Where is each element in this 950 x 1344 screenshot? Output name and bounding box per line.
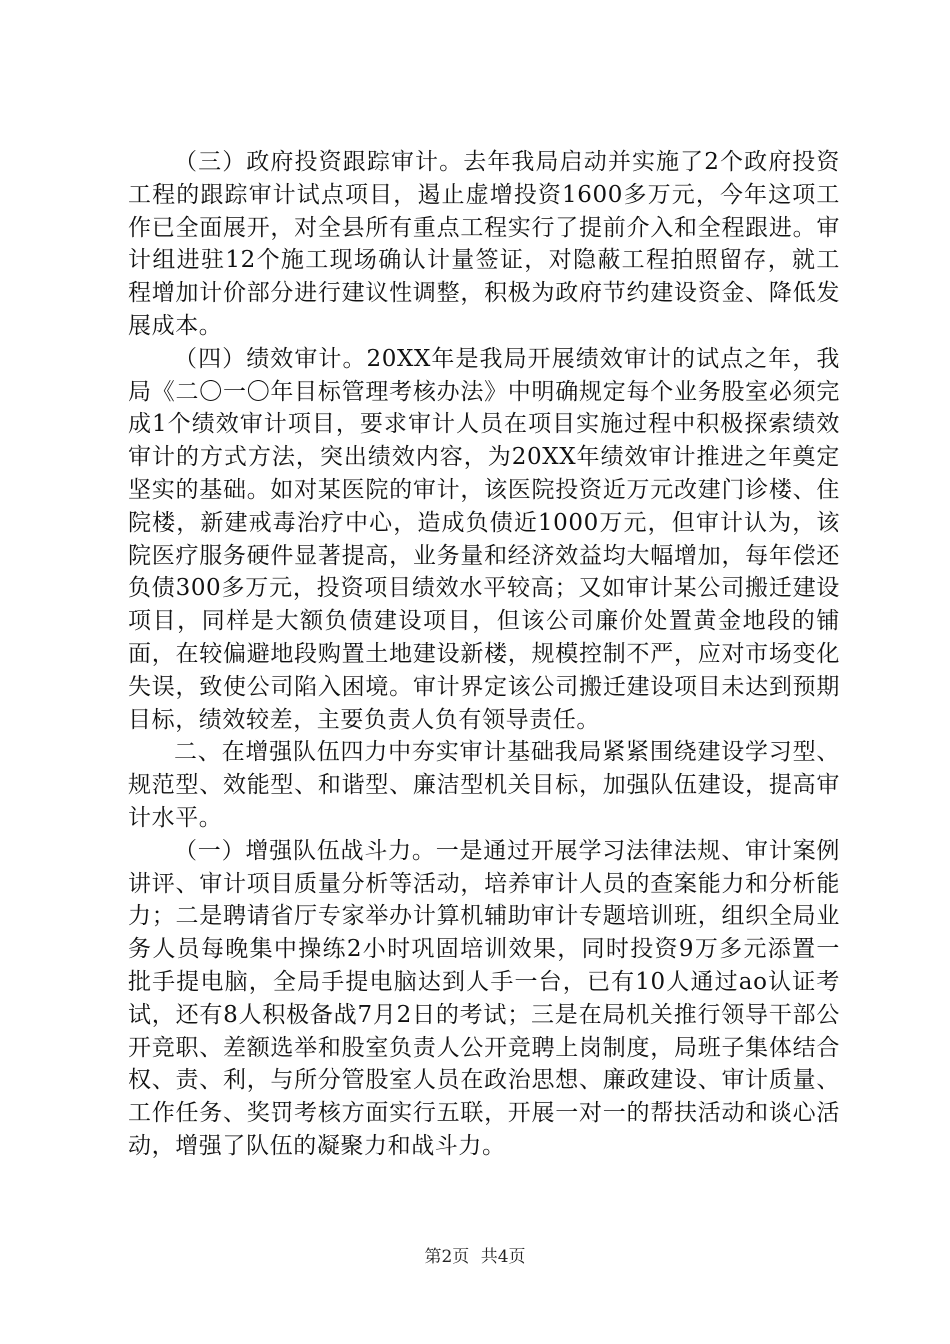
page-number: 第2页	[424, 1247, 470, 1267]
page-footer	[0, 1246, 950, 1268]
document-body	[128, 146, 840, 1163]
paragraph-team-combat-capability: （一）增强队伍战斗力。一是通过开展学习法律法规、审计案例讲评、审计项目质量分析等活动，培养审计人员的查案能力和分析能力；二是聘请省厅专家举办计算机辅助审计专题培训班，组织全局业务人员每晚集中操练2小时巩固培训效果，同时投资9万多元添置一批手提电脑，全局手提电脑达到人手一台，已有10人通过ao认证考试，还有8人积极备战7月2日的考试；三是在局机关推行领导干部公开竞职、差额选举和股室负责人公开竞聘上岗制度，局班子集体结合权、责、利，与所分管股室人员在政治思想、廉政建设、审计质量、工作任务、奖罚考核方面实行五联，开展一对一的帮扶活动和谈心活动，增强了队伍的凝聚力和战斗力。	[128, 837, 840, 1159]
paragraph-government-investment-audit: （三）政府投资跟踪审计。去年我局启动并实施了2个政府投资工程的跟踪审计试点项目，遏止虚增投资1600多万元，今年这项工作已全面展开，对全县所有重点工程实行了提前介入和全程跟进。审计组进驻12个施工现场确认计量签证，对隐蔽工程拍照留存，就工程增加计价部分进行建议性调整，积极为政府节约建设资金、降低发展成本。	[128, 149, 840, 339]
paragraph-team-building-heading: 二、在增强队伍四力中夯实审计基础我局紧紧围绕建设学习型、规范型、效能型、和谐型、廉洁型机关目标，加强队伍建设，提高审计水平。	[128, 739, 840, 831]
paragraph-performance-audit: （四）绩效审计。20XX年是我局开展绩效审计的试点之年，我局《二〇一〇年目标管理考核办法》中明确规定每个业务股室必须完成1个绩效审计项目，要求审计人员在项目实施过程中积极探索绩效审计的方式方法，突出绩效内容，为20XX年绩效审计推进之年奠定坚实的基础。如对某医院的审计，该医院投资近万元改建门诊楼、住院楼，新建戒毒治疗中心，造成负债近1000万元，但审计认为，该院医疗服务硬件显著提高，业务量和经济效益均大幅增加，每年偿还负债300多万元，投资项目绩效水平较高；又如审计某公司搬迁建设项目，同样是大额负债建设项目，但该公司廉价处置黄金地段的铺面，在较偏避地段购置土地建设新楼，规模控制不严，应对市场变化失误，致使公司陷入困境。审计界定该公司搬迁建设项目未达到预期目标，绩效较差，主要负责人负有领导责任。	[128, 345, 840, 733]
total-pages: 共4页	[480, 1247, 526, 1267]
